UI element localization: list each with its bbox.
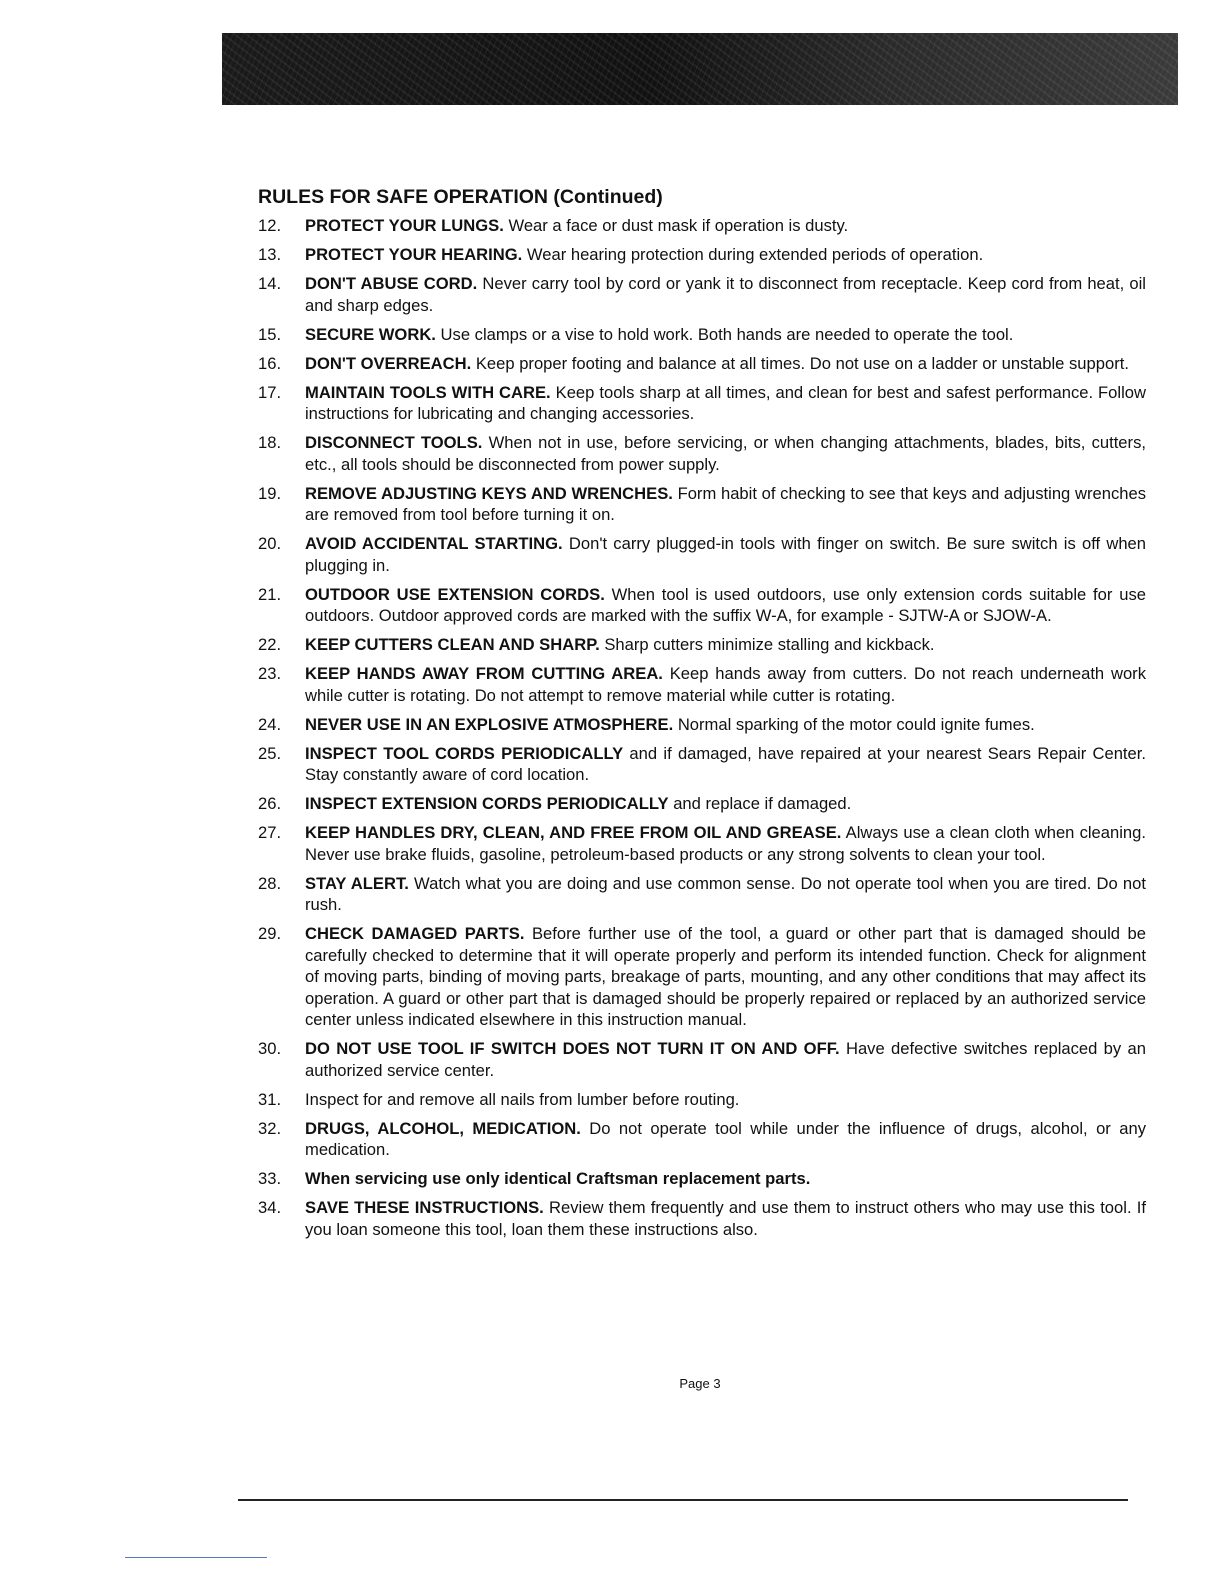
rule-body: Normal sparking of the motor could ignite fumes.: [673, 714, 1035, 734]
rule-text: [305, 1118, 1146, 1161]
rule-heading: DISCONNECT TOOLS.: [305, 433, 483, 452]
rule-text: [305, 244, 1146, 266]
rule-item: [258, 353, 1146, 375]
rule-body: Always use a clean cloth when cleaning. Never use brake fluids, gasoline, petroleum-based products or any strong solvents to clean your tool.: [305, 823, 1146, 864]
rule-item: [258, 822, 1146, 865]
rule-item: [258, 743, 1146, 786]
scan-edge-line: [125, 1557, 267, 1558]
rule-body: and if damaged, have repaired at your nearest Sears Repair Center. Stay constantly aware of cord location.: [305, 743, 1146, 784]
rule-heading: MAINTAIN TOOLS WITH CARE.: [305, 382, 551, 402]
rule-body: Use clamps or a vise to hold work. Both hands are needed to operate the tool.: [435, 324, 1014, 344]
rule-text: [305, 663, 1146, 706]
rule-body: Keep proper footing and balance at all times. Do not use on a ladder or unstable support.: [471, 353, 1129, 373]
rule-text: [305, 584, 1146, 627]
rule-text: [305, 353, 1146, 375]
rule-item: [258, 382, 1146, 425]
rule-heading: AVOID ACCIDENTAL STARTING.: [305, 534, 563, 553]
rule-text: [305, 215, 1146, 237]
rule-text: [305, 743, 1146, 786]
header-band: [222, 33, 1178, 105]
rule-item: [258, 1197, 1146, 1240]
rule-number: 34.: [258, 1198, 282, 1217]
rule-text: [305, 634, 1146, 656]
rule-text: [305, 1197, 1146, 1240]
rule-text: [305, 483, 1146, 526]
rule-number: 28.: [258, 873, 282, 893]
rule-heading: KEEP HANDLES DRY, CLEAN, AND FREE FROM OIL AND GREASE.: [305, 823, 842, 842]
rule-heading: KEEP HANDS AWAY FROM CUTTING AREA.: [305, 664, 663, 683]
rule-heading: OUTDOOR USE EXTENSION CORDS.: [305, 584, 605, 604]
rule-number: 22.: [258, 635, 282, 654]
rule-heading: DON'T OVERREACH.: [305, 353, 472, 373]
rule-item: [258, 584, 1146, 627]
rule-heading: INSPECT TOOL CORDS PERIODICALLY: [305, 743, 624, 763]
rule-body: When tool is used outdoors, use only extension cords suitable for use outdoors. Outdoor approved cords are marked with the suffix W-A, for example - SJTW-A or SJOW-A.: [305, 584, 1146, 625]
rule-body: Form habit of checking to see that keys and adjusting wrenches are removed from tool before turning it on.: [305, 483, 1146, 524]
rule-item: [258, 873, 1146, 916]
rule-number: 13.: [258, 245, 282, 264]
rule-body: Before further use of the tool, a guard or other part that is damaged should be carefully checked to determine that it will operate properly and perform its intended function. Check for alignment of moving parts, binding of moving parts, breakage of parts, mounting, and any other conditions that may affect its operation. A guard or other part that is damaged should be properly repaired or replaced by an authorized service center unless indicated elsewhere in this instruction manual.: [305, 924, 1146, 1029]
rule-number: 32.: [258, 1118, 282, 1138]
rule-body: Don't carry plugged-in tools with finger on switch. Be sure switch is off when plugging in.: [305, 534, 1147, 575]
rule-body: and replace if damaged.: [668, 794, 852, 813]
rule-heading: SAVE THESE INSTRUCTIONS.: [305, 1198, 544, 1217]
rule-body: When not in use, before servicing, or when changing attachments, blades, bits, cutters, etc., all tools should be disconnected from power supply.: [305, 433, 1146, 474]
rule-item: [258, 273, 1146, 316]
rule-body: Have defective switches replaced by an authorized service center.: [305, 1039, 1146, 1080]
rule-body: Do not operate tool while under the influence of drugs, alcohol, or any medication.: [305, 1118, 1146, 1159]
rule-item: [258, 432, 1146, 475]
rule-number: 24.: [258, 714, 282, 734]
rule-item: [258, 483, 1146, 526]
rule-body: Inspect for and remove all nails from lumber before routing.: [305, 1089, 740, 1109]
rule-heading: KEEP CUTTERS CLEAN AND SHARP.: [305, 635, 600, 654]
rule-heading: NEVER USE IN AN EXPLOSIVE ATMOSPHERE.: [305, 714, 674, 734]
rule-heading: REMOVE ADJUSTING KEYS AND WRENCHES.: [305, 483, 673, 503]
rule-number: 27.: [258, 823, 282, 842]
rule-item: [258, 793, 1146, 815]
rule-body: Sharp cutters minimize stalling and kickback.: [599, 635, 935, 654]
rule-heading: STAY ALERT.: [305, 873, 409, 893]
rule-text: [305, 432, 1146, 475]
rule-item: [258, 1089, 1146, 1111]
rule-body: Review them frequently and use them to instruct others who may use this tool. If you loan someone this tool, loan them these instructions also.: [305, 1198, 1146, 1239]
rule-number: 20.: [258, 534, 282, 553]
rule-text: [305, 923, 1146, 1031]
rule-number: 21.: [258, 584, 282, 604]
rule-number: 17.: [258, 382, 282, 402]
rule-item: [258, 215, 1146, 237]
rule-body: Wear a face or dust mask if operation is dusty.: [503, 216, 849, 235]
rule-body: Never carry tool by cord or yank it to disconnect from receptacle. Keep cord from heat, oil and sharp edges.: [305, 274, 1146, 315]
rule-heading: DON'T ABUSE CORD.: [305, 274, 478, 293]
rule-item: [258, 634, 1146, 656]
rule-heading: PROTECT YOUR HEARING.: [305, 245, 523, 264]
rule-number: 15.: [258, 324, 282, 344]
rule-heading: DRUGS, ALCOHOL, MEDICATION.: [305, 1118, 581, 1138]
rule-number: 26.: [258, 794, 282, 813]
rule-body: Keep hands away from cutters. Do not reach underneath work while cutter is rotating. Do not attempt to remove material while cutter is rotating.: [305, 664, 1146, 705]
rule-item: [258, 1168, 1146, 1190]
footer-divider: [238, 1499, 1128, 1501]
rule-text: [305, 793, 1146, 815]
rule-number: 30.: [258, 1039, 282, 1058]
rule-text: [305, 273, 1146, 316]
rule-body: Watch what you are doing and use common sense. Do not operate tool when you are tired. Do not rush.: [305, 873, 1146, 914]
rule-number: 16.: [258, 353, 282, 373]
rule-number: 29.: [258, 924, 282, 943]
rule-text: [305, 1089, 1146, 1111]
rule-number: 14.: [258, 274, 282, 293]
rules-list: [258, 215, 1146, 1248]
rule-text: [305, 822, 1146, 865]
rule-body: Wear hearing protection during extended periods of operation.: [522, 245, 984, 264]
rule-number: 31.: [258, 1089, 282, 1109]
rule-heading: When servicing use only identical Craftsman replacement parts.: [305, 1169, 811, 1188]
page-number: Page 3: [679, 1376, 721, 1391]
rule-heading: CHECK DAMAGED PARTS.: [305, 924, 525, 943]
rule-body: Keep tools sharp at all times, and clean for best and safest performance. Follow instructions for lubricating and changing accessories.: [305, 382, 1146, 423]
rule-number: 23.: [258, 664, 282, 683]
rule-item: [258, 663, 1146, 706]
section-title: RULES FOR SAFE OPERATION (Continued): [258, 186, 663, 208]
rule-number: 25.: [258, 743, 282, 763]
rule-item: [258, 324, 1146, 346]
rule-heading: PROTECT YOUR LUNGS.: [305, 216, 504, 235]
rule-item: [258, 244, 1146, 266]
rule-item: [258, 533, 1146, 576]
rule-text: [305, 873, 1146, 916]
rule-number: 33.: [258, 1169, 282, 1188]
rule-item: [258, 1038, 1146, 1081]
rule-text: [305, 1038, 1146, 1081]
rule-text: [305, 714, 1146, 736]
rule-heading: DO NOT USE TOOL IF SWITCH DOES NOT TURN IT ON AND OFF.: [305, 1039, 840, 1058]
rule-text: [305, 324, 1146, 346]
rule-number: 18.: [258, 433, 282, 452]
rule-text: [305, 1168, 1146, 1190]
rule-item: [258, 923, 1146, 1031]
rule-text: [305, 533, 1146, 576]
rule-heading: INSPECT EXTENSION CORDS PERIODICALLY: [305, 794, 669, 813]
rule-item: [258, 714, 1146, 736]
rule-number: 12.: [258, 216, 282, 235]
rule-item: [258, 1118, 1146, 1161]
rule-number: 19.: [258, 483, 282, 503]
rule-heading: SECURE WORK.: [305, 324, 436, 344]
rule-text: [305, 382, 1146, 425]
